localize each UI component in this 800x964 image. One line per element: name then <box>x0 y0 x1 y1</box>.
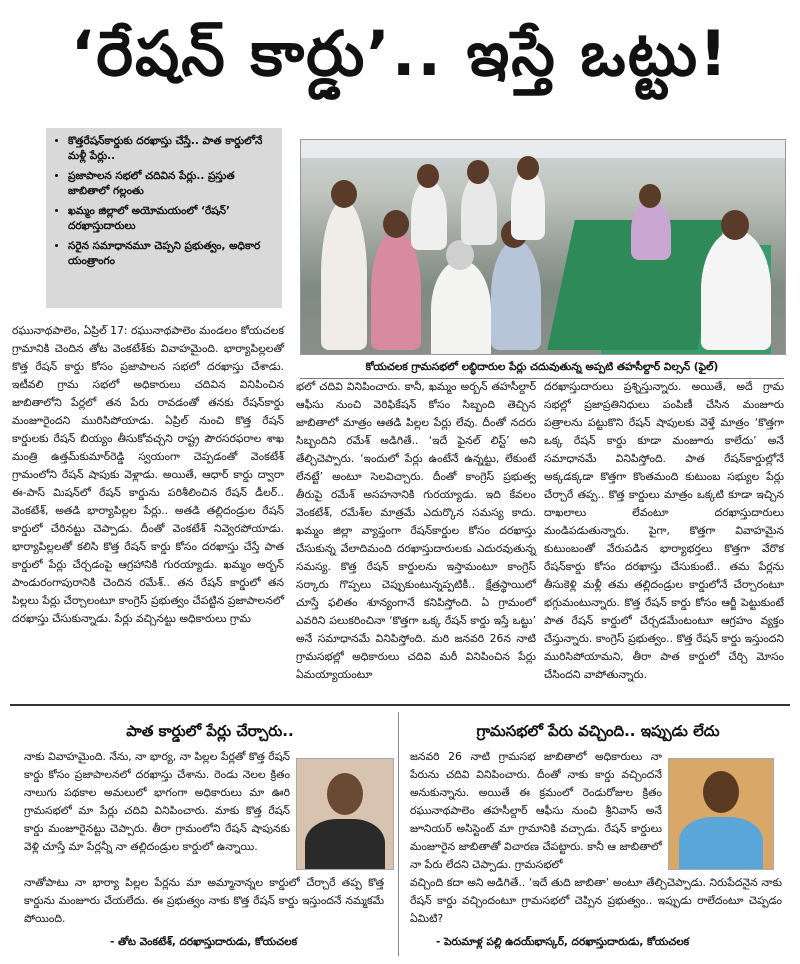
box-left-signature: - తోట వెంకటేశ్, దరఖాస్తుదారుడు, కోయచలక <box>110 936 298 948</box>
portrait-left <box>296 758 394 870</box>
headline: ‘రేషన్ కార్డు’.. ఇస్తే ఒట్టు! <box>70 17 730 90</box>
article-column-3: దరఖాస్తుదారులు ప్రశ్నిస్తున్నారు. అయితే, అదే గ్రామ సభల్లో ప్రజాప్రతినిధులు పంపిణీ చేసిన మంజూరు పత్రాలను పట్టుకొని రేషన్ షాపులకు వెళ్తే మాత్రం ‘కొత్తగా ఒక్క రేషన్ కార్డు కూడా మంజూరు కాలేదు’ అనే సమాధానమే వినిపిస్తోంది. పాత రేషన్‌కార్డుల్లోనే అక్కడక్కడా కొత్తగా కొంతమంది కుటుంబ సభ్యుల పేర్లు చేర్చారే తప్ప.. కొత్త కార్డులు మాత్రం ఒక్కటి కూడా ఇచ్చిన దాఖలాలు లేవంటూ దరఖాస్తుదారులు మండిపడుతున్నారు. పైగా, కొత్తగా వివాహమైన కుటుంబంతో వేరుపడిన భార్యాభర్తలు కొత్తగా వేరొక రేషన్‌కార్డు కోసం దరఖాస్తు చేసుకుంటే.. తమ పేర్లను తీసుకెళ్లి మళ్లీ తమ తల్లిదండ్రుల కార్డులోనే చేర్చారంటూ భగ్గుమంటున్నారు. కొత్త రేషన్ కార్డు కోసం ఆర్జీ పెట్టుకుంటే పాత రేషన్ కార్డులో చేర్చడమేంటంటూ ఆగ్రహం వ్యక్తం చేస్తున్నారు. కాంగ్రెస్ ప్రభుత్వం.. కొత్త రేషన్ కార్డు ఇస్తుందని మురిసిపోయామని, తీరా పాత కార్డులో చేర్చి మోసం చేసిందని వాపోతున్నారు. <box>544 380 784 681</box>
box-left-text-continued: నాతోపాటు నా భార్యా పిల్లల పేర్లను మా అమ్మానాన్నల కార్డులో చేర్చారే తప్ప కొత్త కార్డును మంజూరు చేయలేదు. ఈ ప్రభుత్వం నాకు కొత్త రేషన్ కార్డు ఇస్తుందనే నమ్మకమే పోయింది. <box>24 876 384 925</box>
box-right-signature: - పెరుమాళ్ల పల్లి ఉదయ్‌భాస్కర్, దరఖాస్తుదారుడు, కోయచలక <box>436 936 690 948</box>
box-left-text: నాకు వివాహమైంది. నేను, నా భార్య, నా పిల్లల పేర్లతో కొత్త రేషన్ కార్డు కోసం ప్రజాపాలనలో దరఖాస్తు చేశాను. రెండు నెలల క్రితం నాలుగు పథకాల అమలులో భాగంగా అధికారులు మా ఊరి గ్రామసభలో మా పేర్లు చదివి వినిపించారు. మాకు కొత్త రేషన్ కార్డు మంజూరైనట్టు చెప్పారు. తీరా గ్రామంలోని రేషన్ షాపునకు వెళ్లి చూస్తే మా పేర్లన్నీ నా తల్లిదండ్రుల కార్డులో ఉన్నాయి. <box>24 750 290 853</box>
highlights-box <box>46 128 282 308</box>
article-column-1: రఘునాథపాలెం, ఏప్రిల్ 17: రఘునాథపాలెం మండలం కోయచలక గ్రామానికి చెందిన తోట వెంకటేశ్‌కు వివాహమైంది. భార్యాపిల్లలతో కొత్త రేషన్ కార్డు కోసం ప్రజాపాలన సభలో దరఖాస్తు చేశాడు. ఇటీవలి గ్రామ సభలో అధికారులు చదివిన వినిపించిన జాబితాలోని పేర్లలో తన పేరు రావడంతో తనకు రేషన్‌కార్డు మంజూరైందని మురిసిపోయాడు. ఏప్రిల్ నుంచి కొత్త రేషన్ కార్డులకు రేషన్ బియ్యం తీసుకోవచ్చని రాష్ట్ర పౌరసరఫరాల శాఖ మంత్రి ఉత్తమ్‌కుమార్‌రెడ్డి స్వయంగా చెప్పడంతో వెంకటేశ్ గ్రామంలోని రేషన్ షాపుకు వెళ్లాడు. అయితే, ఆధార్ కార్డు ద్వారా ఈ-పాస్ మిషన్‌లో రేషన్ కార్డును పరిశీలించిన రేషన్ డీలర్.. వెంకటేశ్, అతడి భార్యాపిల్లల పేర్లు.. అతడి తల్లిదండ్రుల రేషన్ కార్డులో చేరినట్టు చెప్పాడు. దీంతో వెంకటేశ్ నివ్వెరపోయాడు. భార్యాపిల్లలతో కలిసి కొత్త రేషన్ కార్డు కోసం దరఖాస్తు చేస్తే పాత కార్డులో పేర్లు చేర్చడంపై ఆగ్రహానికి గురయ్యాడు. ఖమ్మం అర్బన్ పాండురంగాపురానికి చెందిన రమేశ్.. తన రేషన్ కార్డులో తన పిల్లలు పేర్లు చేర్చాలంటూ కాంగ్రెస్ ప్రభుత్వం చేపట్టిన ప్రజాపాలనలో దరఖాస్తు చేసుకున్నాడు. పేర్లు వచ్చినట్టు అధికారులు గ్రామ <box>12 324 284 625</box>
highlight-item: • కొత్తరేషన్‌కార్డుకు దరఖాస్తు చేస్తే.. పాత కార్డులోనే మళ్లీ పేర్లు.. <box>68 134 274 164</box>
highlight-item: • ఖమ్మం జిల్లాలో అయోమయంలో ‘రేషన్’ దరఖాస్తుదారులు <box>68 204 274 234</box>
photo-caption: కోయచలక గ్రామసభలో లబ్ధిదారుల పేర్లు చదువుతున్న అప్పటి తహసీల్దార్ విల్సన్ (ఫైల్) <box>300 356 784 379</box>
portrait-right <box>668 758 774 870</box>
box-right-text-continued: వచ్చింది కదా అని అడిగితే.. ‘ఇదే తుది జాబితా’ అంటూ తేల్చిచెప్పాడు. నిరుపేదనైన నాకు రేషన్ కార్డు వచ్చిందంటూ గ్రామసభలో చెప్పిన ప్రభుత్వం.. ఇప్పుడు రాలేదంటూ చెప్పడం ఏమిటి? <box>410 876 782 925</box>
box-divider <box>398 712 399 956</box>
news-photo <box>300 139 786 355</box>
box-right-title: గ్రామసభలో పేరు వచ్చింది.. ఇప్పుడు లేదు <box>476 722 720 740</box>
article-column-2: భలో చదివి వినిపించారు. కానీ, ఖమ్మం అర్బన్ తహసీల్దార్ ఆఫీసు నుంచి వెరిఫికేషన్ కోసం సిబ్బంది తెచ్చిన జాబితాలో మాత్రం ఆతడి పిల్లల పేర్లు లేవు. దీంతో నదరు సిబ్బందిని రమేశ్ అడిగితే.. ‘ఇదే ఫైనల్ లిస్ట్’ అని తేల్చిచెప్పారు. ‘ఇందులో పేర్లు ఉంటేనే ఉన్నట్టు, లేకుంటే లేనట్టే’ అంటూ సెలవిచ్చారు. దీంతో కాంగ్రెస్ ప్రభుత్వ తీరుపై రమేశ్ అసహనానికి గురయ్యాడు. ఇది కేవలం వెంకటేశ్, రమేశ్‌ల మాత్రమే ఎదుర్కొన సమస్య కాదు. ఖమ్మం జిల్లా వ్యాప్తంగా రేషన్‌కార్డుల కోసం దరఖాస్తు చేసుకున్న వేలాదిమంది దరఖాస్తుదారులకు ఎదురవుతున్న సమస్య. కొత్త రేషన్ కార్డులను ఇస్తామంటూ కాంగ్రెస్ సర్కారు గొప్పలు చెప్పుకుంటున్నప్పటికీ.. క్షేత్రస్థాయిలో చూస్తే ఫలితం శూన్యంగానే కనిపిస్తోంది. ఏ గ్రామంలో ఎవరిని పలుకరించినా ‘కొత్తగా ఒక్క రేషన్ కార్డు ఇస్తే ఒట్టు’ అనే సమాధానమే వినిపిస్తోంది. మరి జనవరి 26న నాటి గ్రామసభల్లో అధికారులు చదివి మరీ వినిపించిన పేర్లు ఏమయ్యాయంటూ <box>296 380 536 681</box>
box-right-text: జనవరి 26 నాటి గ్రామసభ జాబితాలో అధికారులు నా పేరును చదివి వినిపించారు. దీంతో నాకు కార్డు వచ్చిందనే అనుకున్నాను. అయితే ఈ క్రమంలో రెండురోజుల క్రితం రఘునాథపాలెం తహసీల్దార్ ఆఫీసు నుంచి శ్రీనివాస్ అనే జూనియర్ అసిస్టెంట్ మా గ్రామానికి వచ్చాడు. రేషన్ కార్డులు మంజూరైన జాబితాతో విచారణ చేపట్టారు. కానీ ఆ జాబితాలో నా పేరు లేదని చెప్పాడు. గ్రామసభలో <box>410 750 662 871</box>
highlight-item: • ప్రజాపాలన సభలో చదివిన పేర్లు.. ప్రస్తుత జాబితాలో గల్లంతు <box>68 169 274 199</box>
section-divider <box>10 704 790 706</box>
highlight-item: • సరైన సమాధానమూ చెప్పని ప్రభుత్వం, అధికార యంత్రాంగం <box>68 239 274 269</box>
box-left-title: పాత కార్డులో పేర్లు చేర్చారు.. <box>126 722 294 740</box>
